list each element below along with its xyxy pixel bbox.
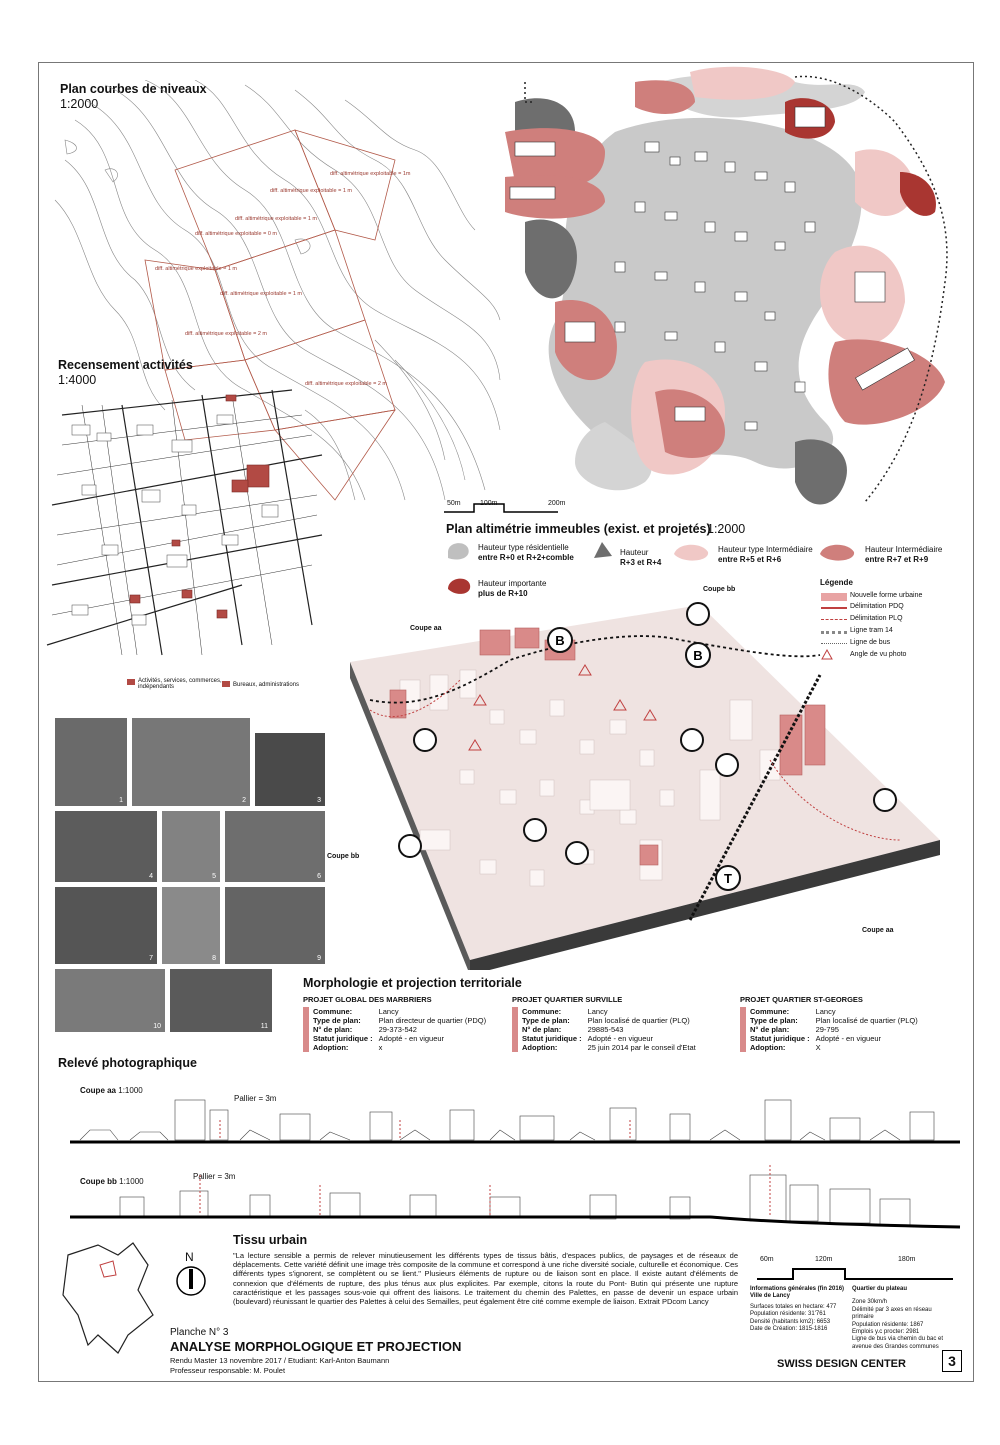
section-bb-pallier: Pallier = 3m [193,1172,236,1181]
info-line: Ligne de bus via chemin du bac et avenue des Grandes communes [852,1336,944,1350]
north-label: N [185,1250,194,1264]
height-swatch [672,540,712,564]
rendu-line: Rendu Master 13 novembre 2017 / Etudiant: Karl-Anton Baumann [170,1356,390,1365]
photo-number: 10 [153,1023,161,1030]
legend-swatch-new-form [821,593,847,601]
photo-number: 9 [317,955,321,962]
legend-item: Nouvelle forme urbaine [850,592,923,599]
lancy-outline-map [58,1235,163,1355]
project-key: Adoption: [743,1043,816,1052]
project-key: Type de plan: [743,1016,816,1025]
height-range: entre R+7 et R+9 [865,555,929,564]
height-range: plus de R+10 [478,589,528,598]
project-value: 29885-543 [587,1025,624,1034]
activities-legend-swatch-2 [222,681,230,687]
label-coupe-bb: Coupe bb [703,586,736,593]
photo [255,733,325,806]
project-key: Adoption: [306,1043,379,1052]
photo [170,969,272,1032]
height-swatch [818,540,858,564]
project-value: X [815,1043,821,1052]
info-subtitle: Ville de Lancy [750,1293,790,1300]
height-swatch-shape [448,543,469,559]
photo [225,811,325,882]
photo [55,718,127,806]
section-aa-label: Coupe aa [80,1086,117,1095]
project-key: Statut juridique : [515,1034,588,1043]
tissue-title: Tissu urbain [233,1233,308,1247]
photo-number: 11 [260,1023,268,1030]
legend-swatch-bus [821,643,847,644]
height-label: Hauteur importante [478,579,547,588]
contour-label: diff. altimétrique exploitable = 1 m [270,188,352,194]
project-value: Adopté - en vigueur [815,1034,882,1043]
contour-label: diff. altimétrique exploitable = 2 m [305,381,387,387]
contour-label: diff. altimétrique exploitable = 1m [330,171,411,177]
activities-title: Recensement activités [58,358,193,372]
marker-bus-b: B [693,648,703,663]
brand-name: SWISS DESIGN CENTER [777,1358,906,1370]
photo [55,887,157,964]
label-coupe-aa-bottom: Coupe aa [862,927,894,934]
activities-scale: 1:4000 [58,373,97,387]
height-label: Hauteur Intermédiaire [865,545,943,554]
legend-title: Légende [820,578,853,587]
photo-number: 5 [212,873,216,880]
marker-bus-b: B [555,633,565,648]
project-key: N° de plan: [515,1025,588,1034]
scale-label: 200m [548,500,566,507]
contours-scale: 1:2000 [60,97,99,111]
photo-number: 1 [119,797,123,804]
project-value: Plan localisé de quartier (PLQ) [587,1016,690,1025]
project-value: Adopté - en vigueur [378,1034,445,1043]
scale-label: 50m [447,500,461,507]
info-line: Délimité par 3 axes en réseau primaire [852,1306,932,1321]
project-value: x [378,1043,383,1052]
legend-swatch-plq [821,619,847,620]
project-block [512,995,727,1052]
legend-swatch-photo-angle [821,649,833,661]
height-swatch-shape [674,545,708,561]
project-key: N° de plan: [743,1025,816,1034]
project-key: Statut juridique : [743,1034,816,1043]
contour-label: diff. altimétrique exploitable = 2 m [185,331,267,337]
project-value: Lancy [378,1007,399,1016]
height-range: entre R+5 et R+6 [718,555,782,564]
activities-legend-swatch-1 [127,679,135,685]
activities-legend-1: Activités, services, commerces, indépendants [138,678,222,690]
project-value: Lancy [815,1007,836,1016]
height-range: entre R+0 et R+2+comble [478,553,574,562]
height-swatch [446,540,472,562]
info-line: Emplois y.c procter: 2981 [852,1329,920,1336]
project-key: Commune: [743,1007,816,1016]
project-key: Statut juridique : [306,1034,379,1043]
project-title: PROJET GLOBAL DES MARBRIERS [303,995,432,1004]
altimetry-map [495,62,970,522]
height-label: Hauteur type résidentielle [478,543,569,552]
height-swatch-shape [448,579,470,594]
main-title: ANALYSE MORPHOLOGIQUE ET PROJECTION [170,1339,462,1354]
scale-label: 100m [480,500,498,507]
north-arrow-icon [175,1265,207,1297]
scale-label: 120m [815,1256,833,1263]
project-block [740,995,960,1052]
height-label: Hauteur [620,548,649,557]
project-value: Plan directeur de quartier (PDQ) [378,1016,487,1025]
photo [162,811,220,882]
project-key: Commune: [306,1007,379,1016]
legend-item: Ligne de bus [850,639,891,646]
height-swatch [590,540,616,562]
info-line: Densité (habitants km2): 6653 [750,1318,831,1325]
tissue-text: "La lecture sensible a permis de relever minutieusement les différents types de tissus bâtis, d'espaces publics, de paysages et de réseaux de déplacements. Cette variété définit une image très composite de la commune et correspond à une riche diversité sociale, culturelle et économique. Ces différents types s'ignorent, se complètent ou se lient." Plusieurs éléments de rupture ou de liaison sont en place. Il existe autant d'éléments de connexion que d'éléments de rupture, des plus ténus aux plus explicites. Par exemple, citons la route du Pont- Butin qui présente une rupture caractéristique et les passages sous-voie qui offrent des liaisons. Le traitement du chemin des Palettes, en passe de devenir un espace urbain (boulevard) réunissant le quartier des Palettes à celui des Semailles, peut également être cité comme exemple de liaison. Extrait PDcom Lancy [233,1251,738,1307]
info-line: Surfaces totales en hectare: 477 [750,1303,837,1310]
legend-item: Délimitation PDQ [850,603,904,610]
project-key: Type de plan: [306,1016,379,1025]
project-block [303,995,503,1052]
scale-label: 180m [898,1256,916,1263]
project-key: Commune: [515,1007,588,1016]
height-swatch [446,575,472,597]
contour-label: diff. altimétrique exploitable = 1 m [155,266,237,272]
info-line: Date de Création: 1815-1816 [750,1326,828,1333]
section-bb [70,1165,965,1235]
altimetry-title: Plan altimétrie immeubles (exist. et projetés) [446,522,711,536]
legend-swatch-tram [821,631,847,634]
section-aa [70,1090,965,1150]
morphology-title: Morphologie et projection territoriale [303,976,522,990]
project-key: Adoption: [515,1043,588,1052]
contour-label: diff. altimétrique exploitable = 1 m [235,216,317,222]
photo [225,887,325,964]
scale-bar-bottom [755,1266,955,1282]
project-key: Type de plan: [515,1016,588,1025]
planche-number: Planche N° 3 [170,1327,229,1338]
label-coupe-aa: Coupe aa [410,625,442,632]
project-value: Lancy [587,1007,608,1016]
photo-number: 2 [242,797,246,804]
project-title: PROJET QUARTIER SURVILLE [512,995,623,1004]
section-aa-scale: 1:1000 [118,1086,143,1095]
height-swatch-shape [820,545,854,561]
photo-number: 7 [149,955,153,962]
photo-number: 6 [317,873,321,880]
height-label: Hauteur type Intermédiaire [718,545,813,554]
contour-label: diff. altimétrique exploitable = 1 m [220,291,302,297]
scale-label: 60m [760,1256,774,1263]
section-bb-scale: 1:1000 [119,1177,144,1186]
project-title: PROJET QUARTIER ST-GEORGES [740,995,863,1004]
photo-title: Relevé photographique [58,1056,197,1070]
activities-map [42,385,337,670]
project-value: 25 juin 2014 par le conseil d'Etat [587,1043,696,1052]
legend-item: Délimitation PLQ [850,615,903,622]
project-value: 29-373-542 [378,1025,417,1034]
project-value: Adopté - en vigueur [587,1034,654,1043]
activities-legend-2: Bureaux, administrations [233,682,300,688]
project-key: N° de plan: [306,1025,379,1034]
info-title: Informations générales (fin 2016) [750,1286,845,1292]
legend-item: Ligne tram 14 [850,627,893,634]
legend-item: Angle de vu photo [850,651,907,658]
photo [162,887,220,964]
photo [55,811,157,882]
photo-number: 4 [149,873,153,880]
info-line: Zone 30km/h [852,1299,888,1306]
info-line: Population résidente: 31'761 [750,1311,826,1318]
photo [55,969,165,1032]
brand-logo-icon: 3 [942,1350,962,1372]
section-bb-label: Coupe bb [80,1177,117,1186]
legend-swatch-pdq [821,607,847,609]
label-coupe-bb-left: Coupe bb [327,853,360,860]
height-range: R+3 et R+4 [620,558,662,567]
photo [132,718,250,806]
project-value: 29-795 [815,1025,839,1034]
marker-tram-t: T [724,871,732,886]
height-swatch-shape [594,542,612,558]
contour-label: diff. altimétrique exploitable = 0 m [195,231,277,237]
info-title: Quartier du plateau [852,1286,908,1292]
altimetry-scale: 1:2000 [707,522,746,536]
professor-line: Professeur responsable: M. Poulet [170,1366,286,1375]
contours-title: Plan courbes de niveaux [60,82,207,96]
photo-number: 8 [212,955,216,962]
section-aa-pallier: Pallier = 3m [234,1094,277,1103]
project-value: Plan localisé de quartier (PLQ) [815,1016,918,1025]
photo-number: 3 [317,797,321,804]
info-line: Population résidente: 1867 [852,1321,924,1328]
